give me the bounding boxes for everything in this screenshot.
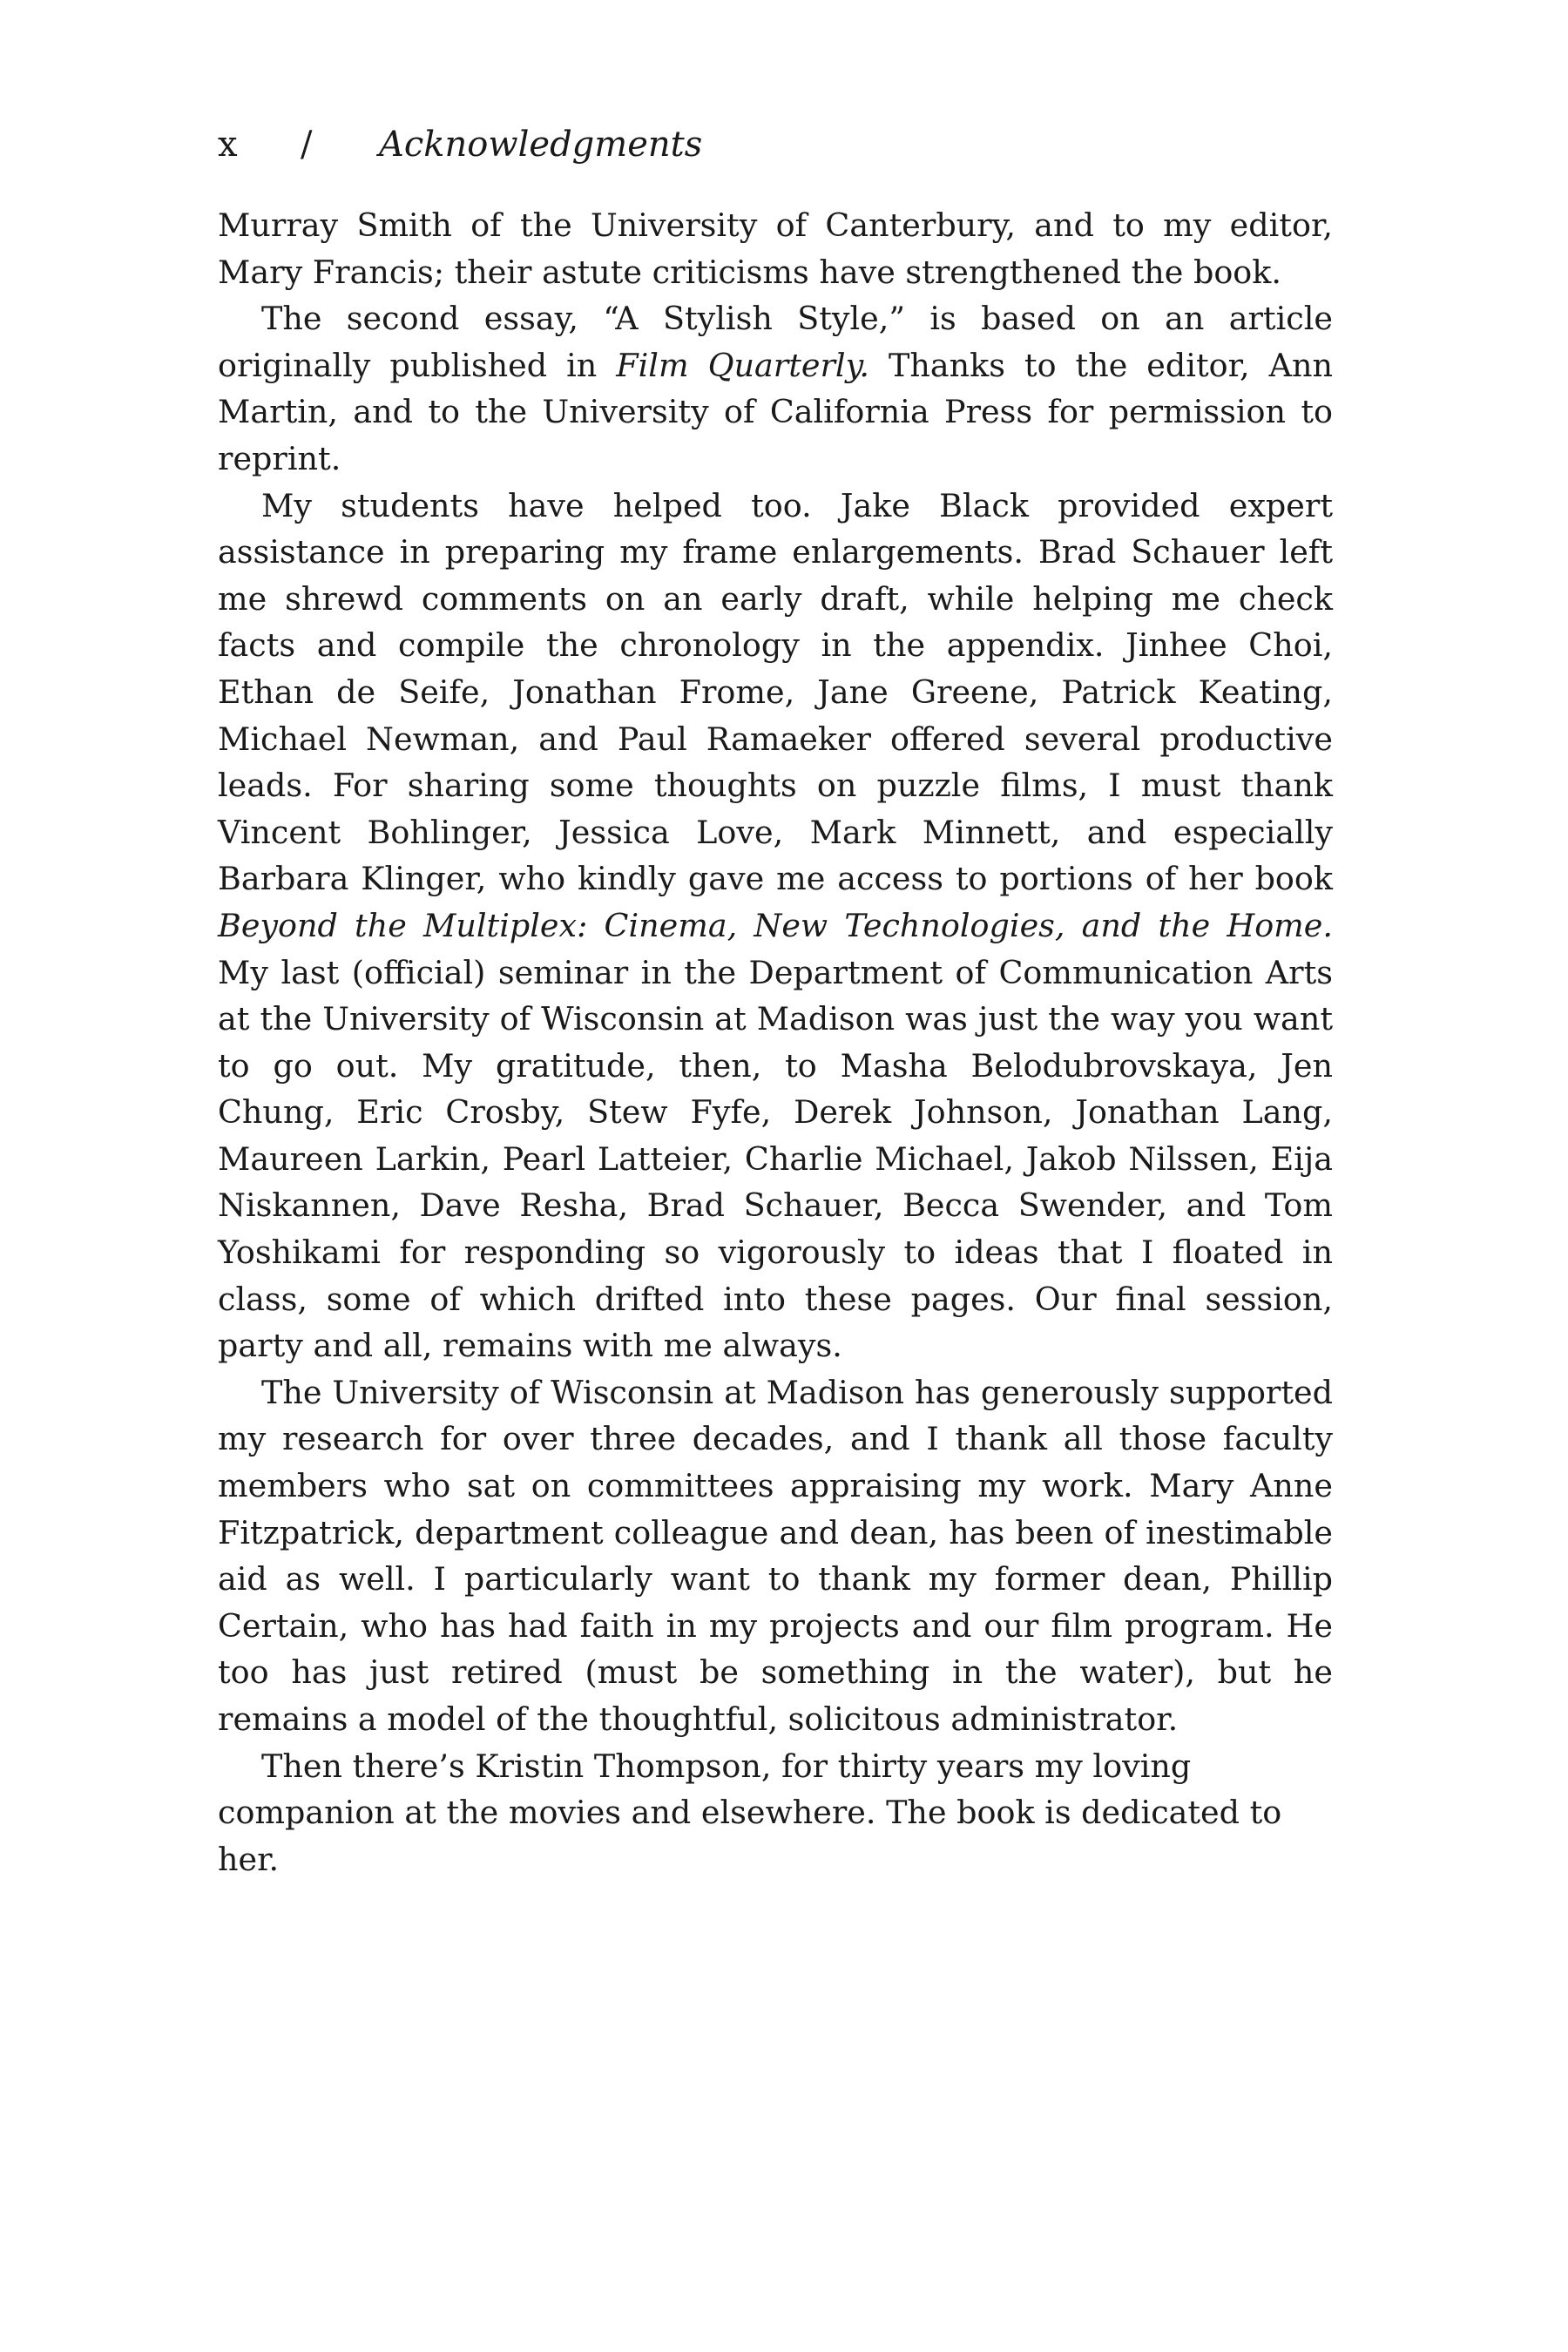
paragraph-2 xyxy=(218,295,1333,482)
running-head-separator: / xyxy=(301,125,313,165)
paragraph-3-text-b: My last (official) seminar in the Department of Communication Arts at the University of Wisconsin at Madison was just the way you want to go out. My gratitude, then, to Masha Belodubrovskaya, Jen Chung, Eric Crosby, Stew Fyfe, Derek Johnson, Jonathan Lang, Maureen Larkin, Pearl Latteier, Charlie Michael, Jakob Nilssen, Eija Niskannen, Dave Resha, Brad Schauer, Becca Swender, and Tom Yoshikami for responding so vigorously to ideas that I floated in class, some of which drifted into these pages. Our final session, party and all, remains with me always. xyxy=(218,953,1333,1365)
book-title: Beyond the Multiplex: Cinema, New Technologies, and the Home. xyxy=(218,906,1333,944)
body-text xyxy=(218,202,1333,1882)
paragraph-1: Murray Smith of the University of Canterbury, and to my editor, Mary Francis; their astute criticisms have strengthened the book. xyxy=(218,206,1333,291)
paragraph-2-text-a: The second essay, “A Stylish Style,” is based on an article originally published in xyxy=(218,300,1333,384)
paragraph-3-text-a: My students have helped too. Jake Black provided expert assistance in preparing my frame enlargements. Brad Schauer left me shrewd comments on an early draft, while helping me check facts and compile the chronology in the appendix. Jinhee Choi, Ethan de Seife, Jonathan Frome, Jane Greene, Patrick Keating, Michael Newman, and Paul Ramaeker offered several productive leads. For sharing some thoughts on puzzle films, I must thank Vincent Bohlinger, Jessica Love, Mark Minnett, and especially Barbara Klinger, who kindly gave me access to portions of her book xyxy=(218,486,1333,898)
paragraph-4: The University of Wisconsin at Madison has generously supported my research for over three decades, and I thank all those faculty members who sat on committees appraising my work. Mary Anne Fitzpatrick, department colleague and dean, has been of inestimable aid as well. I particularly want to thank my former dean, Phillip Certain, who has had faith in my projects and our film program. He too has just retired (must be something in the water), but he remains a model of the thoughtful, solicitous administrator. xyxy=(218,1373,1333,1738)
running-head xyxy=(218,122,702,167)
paragraph-5: Then there’s Kristin Thompson, for thirty years my loving companion at the movies and elsewhere. The book is dedicated to her. xyxy=(218,1747,1282,1878)
page-number: x xyxy=(218,125,238,165)
paragraph-2-text-b: Thanks to the editor, Ann Martin, and to the University of California Press for permission to reprint. xyxy=(218,346,1333,477)
journal-title: Film Quarterly. xyxy=(616,346,869,384)
running-head-title: Acknowledgments xyxy=(379,125,703,165)
paragraph-3 xyxy=(218,483,1333,1369)
